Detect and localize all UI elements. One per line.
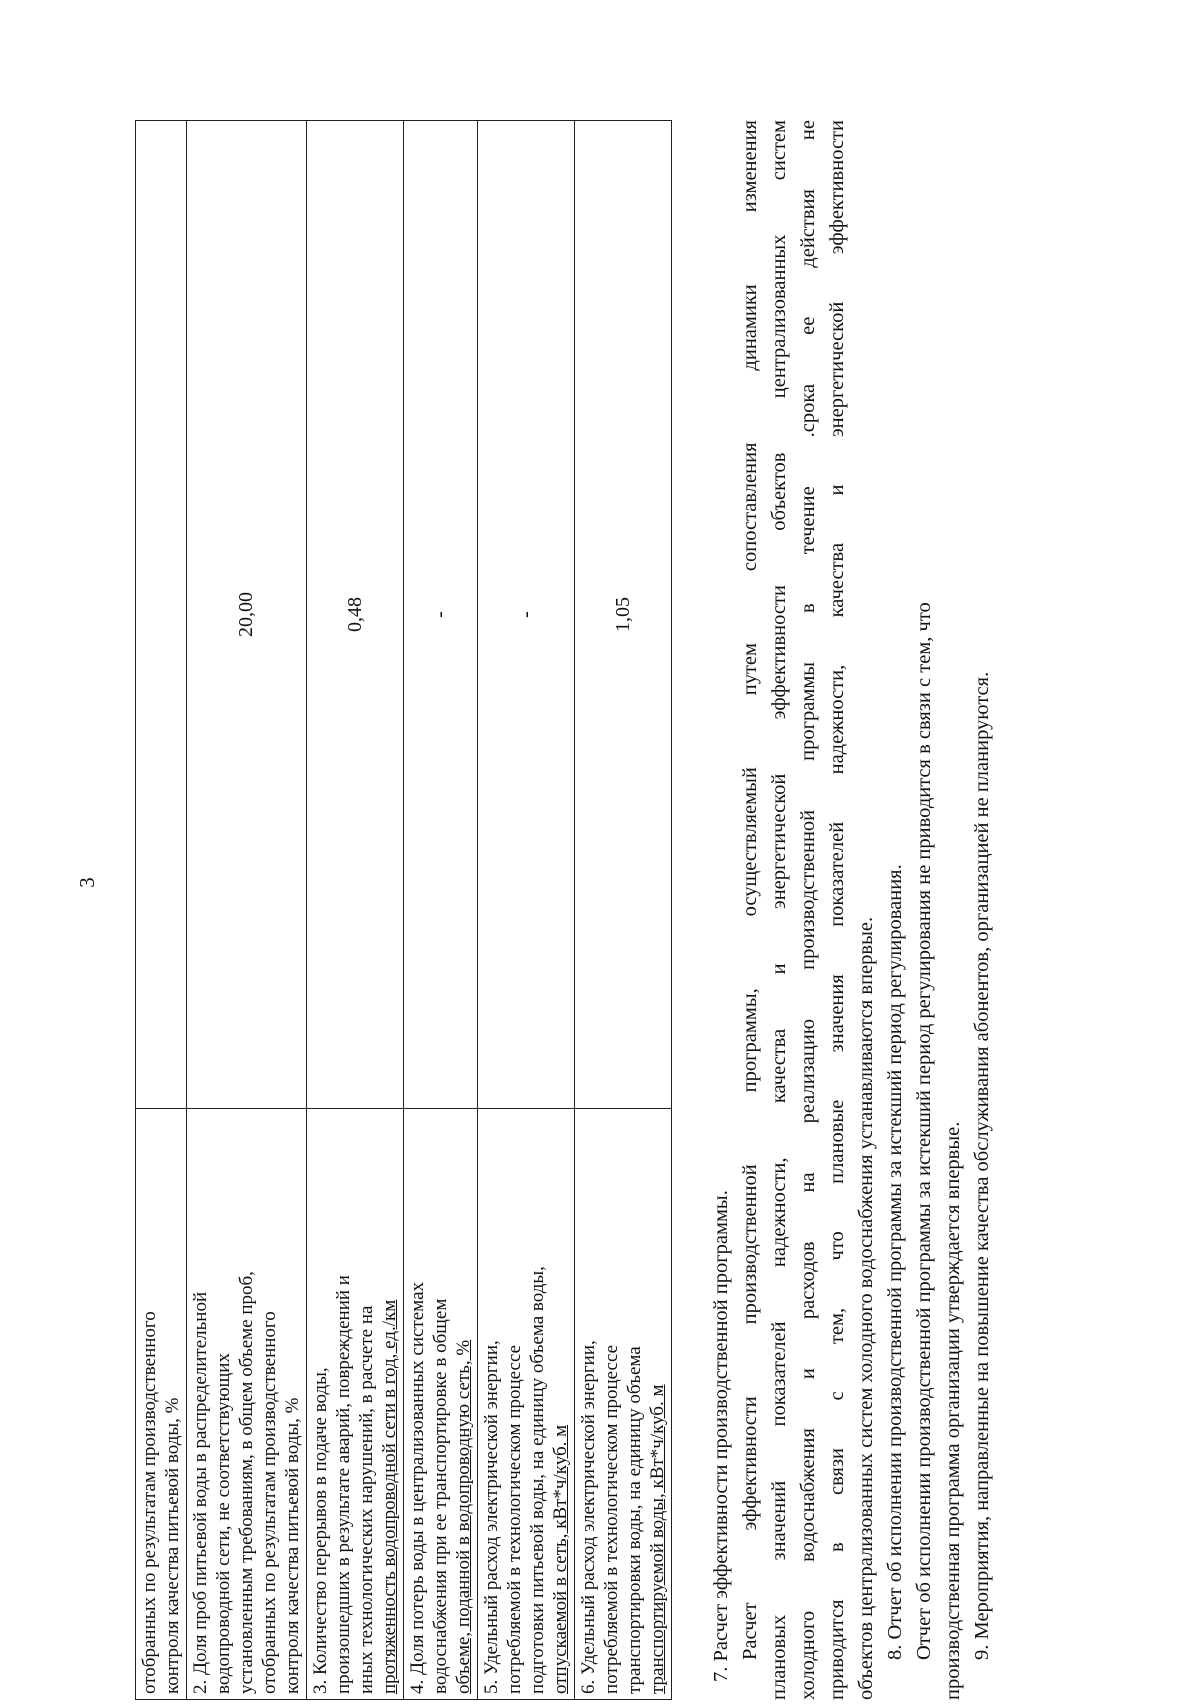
indicator-name-line: иных технологических нарушений, в расчете на bbox=[356, 1305, 377, 1694]
indicator-name-line: водопроводной сети, не соответствующих bbox=[213, 1353, 234, 1694]
indicator-name-cell bbox=[187, 1109, 307, 1700]
indicator-name-line: транспортировки воды, на единицу объема bbox=[624, 1346, 645, 1694]
indicator-name-line: 4. Доля потерь воды в централизованных системах bbox=[407, 1282, 428, 1694]
indicator-name-line: отпускаемой в сеть, кВт*ч/куб. м bbox=[550, 1424, 571, 1694]
sections-text bbox=[707, 120, 997, 1700]
table-row bbox=[404, 121, 478, 1700]
indicator-name-line: объеме, поданной в водопроводную сеть, % bbox=[453, 1339, 474, 1694]
indicator-value-cell: 0,48 bbox=[307, 121, 404, 1109]
indicator-name-line: протяженность водопроводной сети в год, ед./км bbox=[379, 1299, 400, 1694]
indicator-name-line: подготовки питьевой воды, на единицу объема воды, bbox=[527, 1266, 548, 1694]
indicator-name-cell bbox=[478, 1109, 575, 1700]
indicator-name-line: 6. Удельный расход электрической энергии, bbox=[578, 1340, 599, 1694]
table-row bbox=[575, 121, 672, 1700]
indicator-name-cell bbox=[575, 1109, 672, 1700]
indicator-value-cell: - bbox=[478, 121, 575, 1109]
section-7-line: плановых значений показателей надежности, качества и энергетической эффективности объектов централизованных систем bbox=[768, 120, 790, 1700]
section-7-heading: 7. Расчет эффективности производственной программы. bbox=[710, 1190, 732, 1682]
indicator-name-line: отобранных по результатам производственного bbox=[259, 1311, 280, 1694]
indicator-name-line: водоснабжения при ее транспортировке в общем bbox=[430, 1298, 451, 1694]
indicator-name-line: установленным требованиям, в общем объеме проб, bbox=[236, 1271, 257, 1694]
indicator-name-line: 5. Удельный расход электрической энергии, bbox=[481, 1340, 502, 1694]
indicator-name-cell bbox=[136, 1109, 187, 1700]
table-row bbox=[187, 121, 307, 1700]
indicator-name-line: произошедших в результате аварий, повреждений и bbox=[333, 1275, 354, 1694]
indicator-name-line: потребляемой в технологическом процессе bbox=[504, 1344, 525, 1694]
indicator-name-line: 3. Количество перерывов в подаче воды, bbox=[310, 1367, 331, 1694]
table-row bbox=[136, 121, 187, 1700]
section-7-line: Расчет эффективности производственной программы, осуществляемый путем сопоставления динамики изменения bbox=[739, 120, 761, 1660]
indicator-value-cell: 1,05 bbox=[575, 121, 672, 1109]
indicator-value-cell bbox=[136, 121, 187, 1109]
table-row bbox=[307, 121, 404, 1700]
section-7-line: холодного водоснабжения и расходов на реализацию производственной программы в течение .срока ее действия не bbox=[797, 120, 819, 1700]
section-9-line: 9. Мероприятия, направленные на повышение качества обслуживания абонентов, организацией не планируются. bbox=[971, 671, 993, 1660]
indicator-value-cell: - bbox=[404, 121, 478, 1109]
table-row bbox=[478, 121, 575, 1700]
section-8-heading: 8. Отчет об исполнении производственной программы за истекший период регулирования. bbox=[884, 864, 906, 1660]
indicator-name-cell bbox=[307, 1109, 404, 1700]
section-8-line: производственная программа организации утверждается впервые. bbox=[942, 1121, 964, 1700]
page-number: 3 bbox=[74, 877, 99, 888]
indicators-table bbox=[135, 120, 672, 1700]
indicator-name-line: контроля качества питьевой воды, % bbox=[162, 1397, 183, 1694]
indicator-name-line: отобранных по результатам производственного bbox=[139, 1311, 160, 1694]
indicator-name-line: транспортируемой воды, кВт*ч/куб. м bbox=[647, 1384, 668, 1694]
section-8-line: Отчет об исполнении производственной программы за истекший период регулирования не приводится в связи с тем, что bbox=[913, 602, 935, 1660]
section-7-line: объектов централизованных систем холодного водоснабжения устанавливаются впервые. bbox=[855, 916, 877, 1700]
rotated-page-content bbox=[135, 120, 1005, 1700]
indicator-name-line: потребляемой в технологическом процессе bbox=[601, 1344, 622, 1694]
indicator-name-line: 2. Доля проб питьевой воды в распределительной bbox=[190, 1291, 211, 1694]
section-7-line: приводится в связи с тем, что плановые значения показателей надежности, качества и энергетической эффективности bbox=[826, 120, 848, 1700]
indicator-name-line: контроля качества питьевой воды, % bbox=[282, 1397, 303, 1694]
indicator-name-cell bbox=[404, 1109, 478, 1700]
indicator-value-cell: 20,00 bbox=[187, 121, 307, 1109]
